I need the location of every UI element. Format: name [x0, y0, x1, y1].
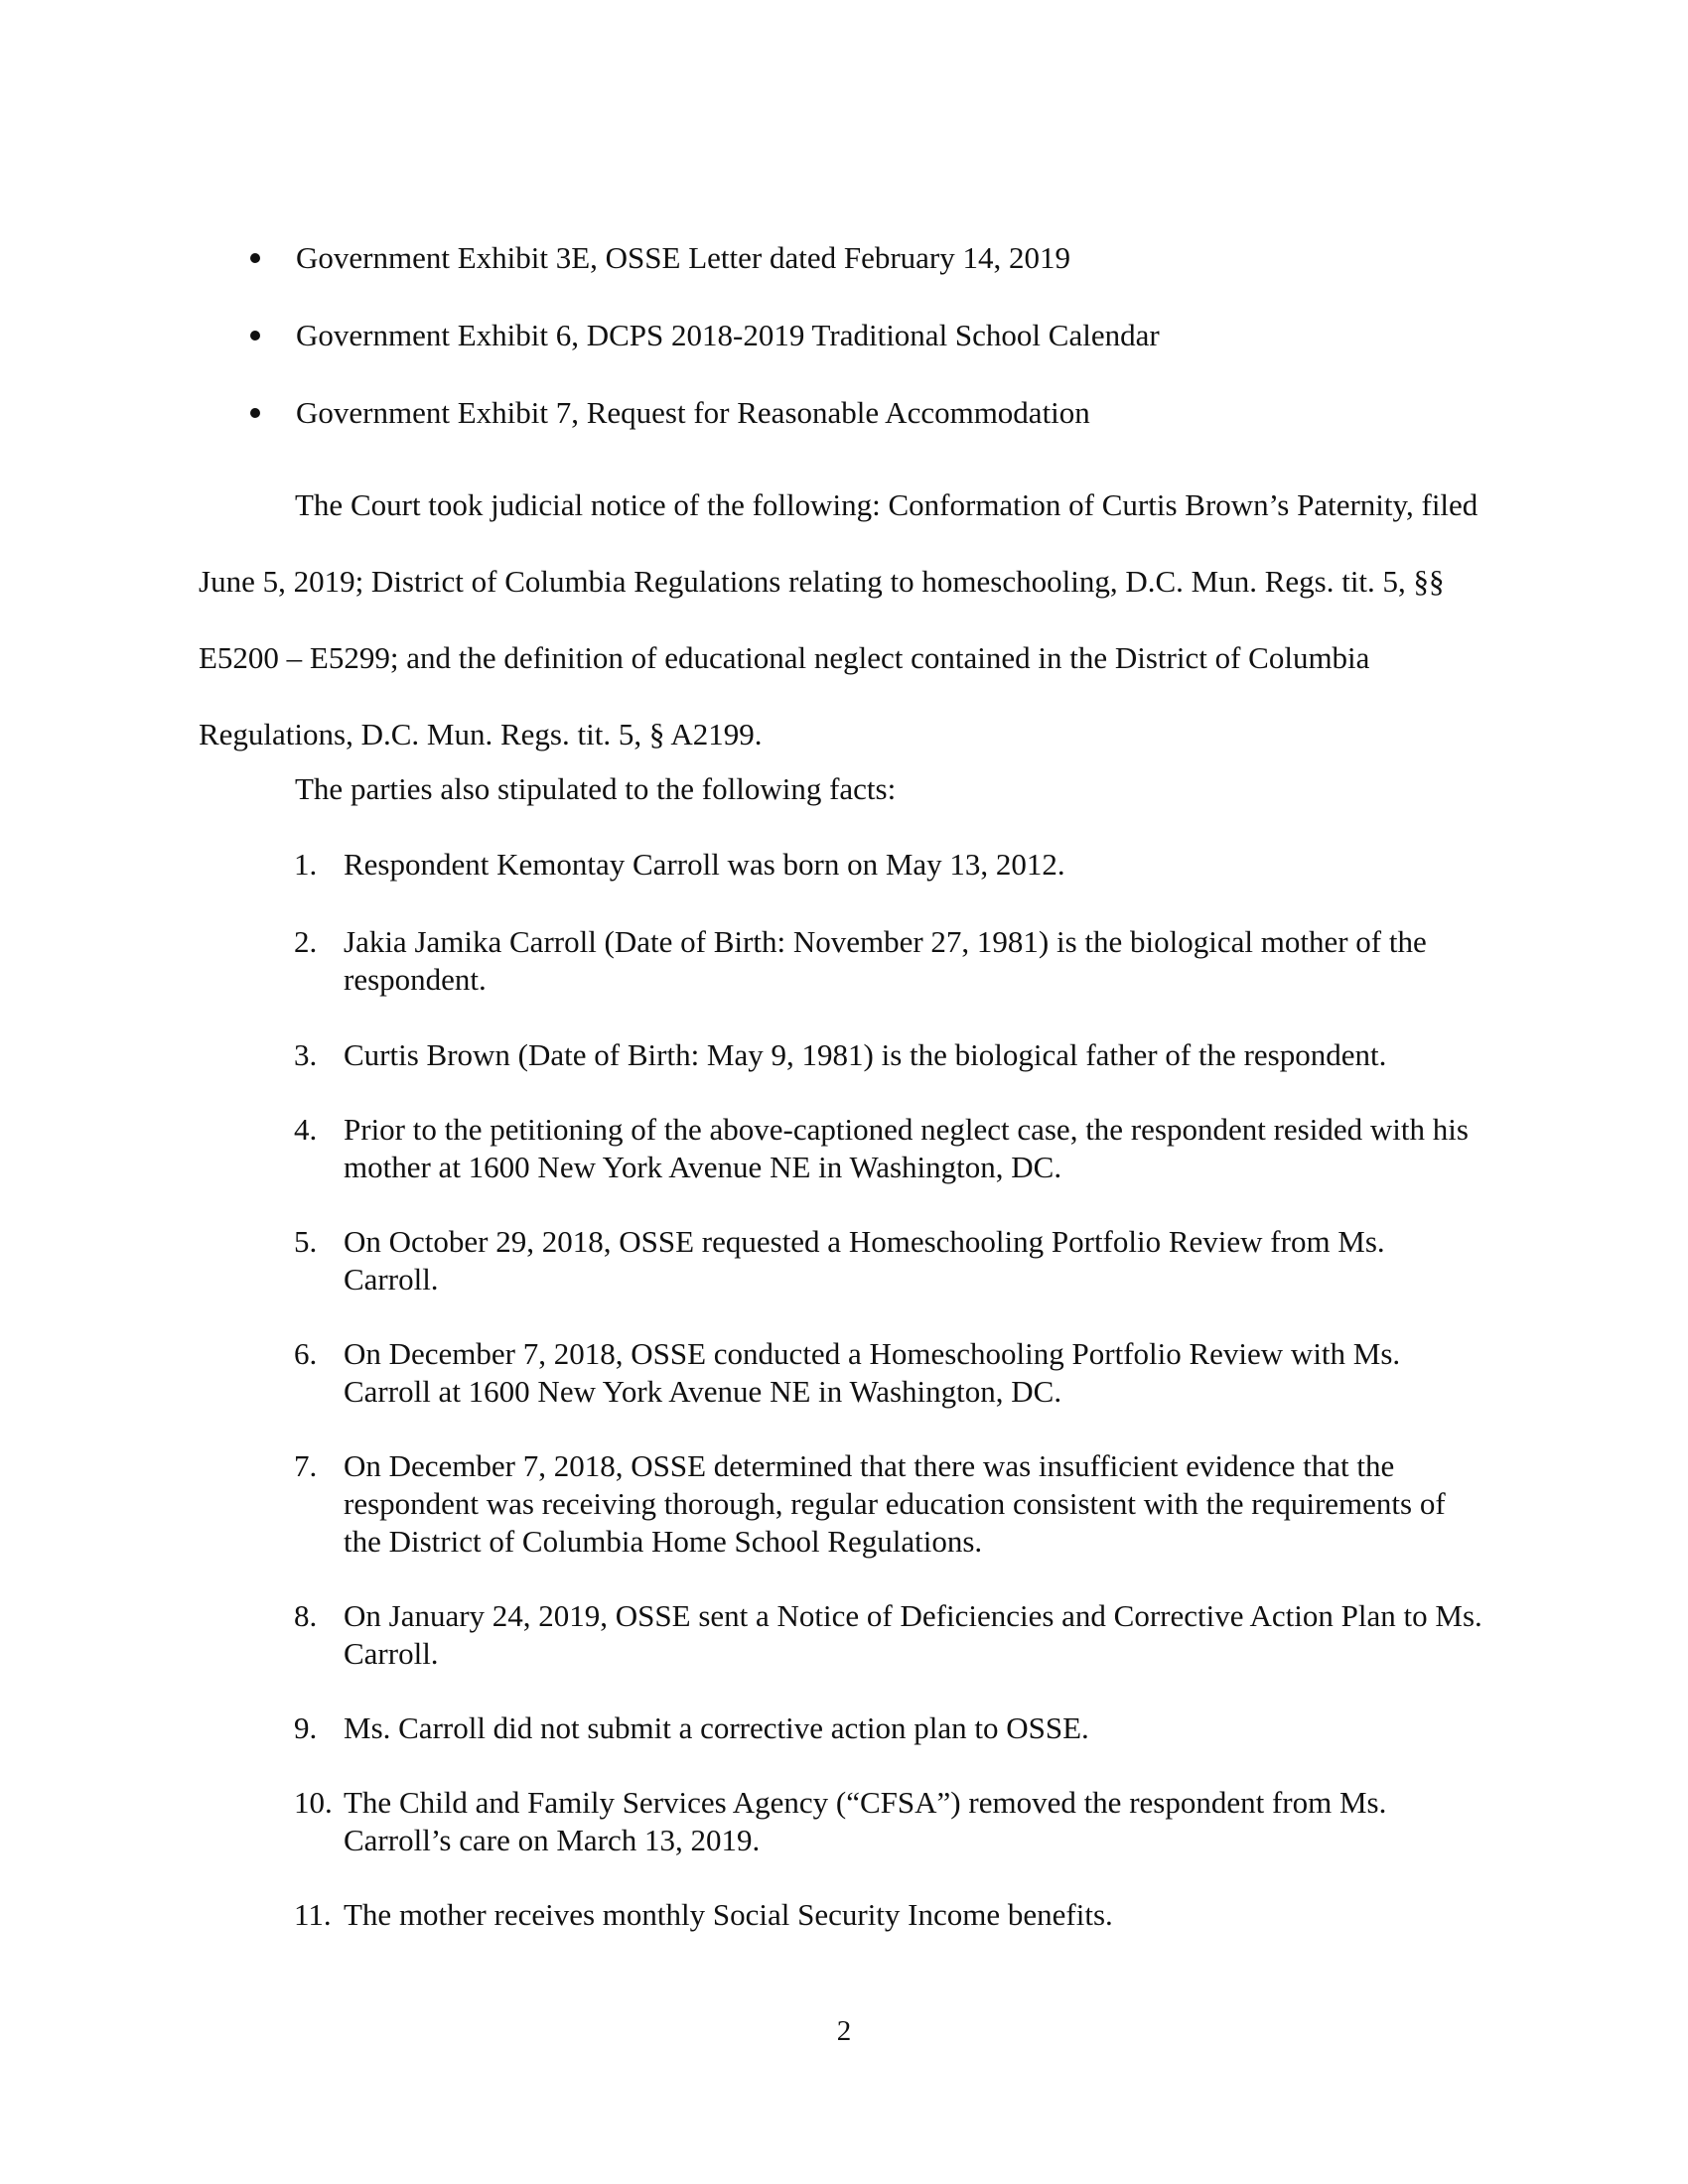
- fact-text: Respondent Kemontay Carroll was born on May 13, 2012.: [344, 847, 1065, 882]
- fact-number: 6.: [294, 1336, 318, 1371]
- exhibit-item: [246, 238, 1160, 316]
- page-number: 2: [836, 2015, 852, 2047]
- exhibit-item: [246, 316, 1160, 393]
- fact-number: 8.: [294, 1598, 318, 1633]
- fact-number: 7.: [294, 1448, 318, 1483]
- bullet-icon: [250, 253, 260, 263]
- fact-item: [294, 846, 1485, 884]
- exhibit-list: [246, 238, 1160, 471]
- fact-item: [294, 1784, 1485, 1859]
- fact-item: [294, 1597, 1485, 1673]
- fact-number: 1.: [294, 847, 318, 882]
- fact-number: 10.: [294, 1785, 333, 1820]
- fact-item: [294, 1896, 1485, 1934]
- fact-number: 3.: [294, 1037, 318, 1072]
- exhibit-item: [246, 393, 1160, 471]
- bullet-icon: [250, 331, 260, 341]
- fact-number: 9.: [294, 1710, 318, 1745]
- fact-text: On December 7, 2018, OSSE determined that there was insufficient evidence that the respondent was receiving thorough, regular education consistent with the requirements of the District of Columbia Home School Regulations.: [344, 1448, 1446, 1559]
- fact-number: 2.: [294, 924, 318, 959]
- fact-item: [294, 923, 1485, 999]
- exhibit-text: Government Exhibit 3E, OSSE Letter dated February 14, 2019: [296, 240, 1071, 275]
- fact-number: 11.: [294, 1897, 332, 1932]
- judicial-notice-paragraph: The Court took judicial notice of the following: Conformation of Curtis Brown’s Paternity, filed June 5, 2019; District of Columbia Regulations relating to homeschooling, D.C. Mun. Regs. tit. 5, §§ E5200 – E5299; and the definition of educational neglect contained in the District of Columbia Regulations, D.C. Mun. Regs. tit. 5, § A2199.: [199, 487, 1478, 751]
- exhibit-text: Government Exhibit 7, Request for Reasonable Accommodation: [296, 395, 1090, 430]
- fact-text: On October 29, 2018, OSSE requested a Homeschooling Portfolio Review from Ms. Carroll.: [344, 1224, 1385, 1297]
- exhibit-text: Government Exhibit 6, DCPS 2018-2019 Traditional School Calendar: [296, 318, 1160, 352]
- fact-text: Prior to the petitioning of the above-captioned neglect case, the respondent resided with his mother at 1600 New York Avenue NE in Washington, DC.: [344, 1112, 1469, 1184]
- fact-item: [294, 1223, 1485, 1298]
- bullet-icon: [250, 408, 260, 418]
- fact-text: Curtis Brown (Date of Birth: May 9, 1981) is the biological father of the respondent.: [344, 1037, 1387, 1072]
- fact-text: On January 24, 2019, OSSE sent a Notice of Deficiencies and Corrective Action Plan to Ms. Carroll.: [344, 1598, 1482, 1671]
- fact-number: 4.: [294, 1112, 318, 1147]
- fact-number: 5.: [294, 1224, 318, 1259]
- fact-item: [294, 1335, 1485, 1411]
- fact-text: The mother receives monthly Social Security Income benefits.: [344, 1897, 1113, 1932]
- fact-item: [294, 1036, 1485, 1074]
- fact-text: Ms. Carroll did not submit a corrective action plan to OSSE.: [344, 1710, 1089, 1745]
- stipulated-intro: The parties also stipulated to the following facts:: [295, 771, 897, 806]
- fact-item: [294, 1447, 1485, 1561]
- fact-item: [294, 1111, 1485, 1186]
- fact-text: The Child and Family Services Agency (“CFSA”) removed the respondent from Ms. Carroll’s care on March 13, 2019.: [344, 1785, 1387, 1857]
- fact-item: [294, 1709, 1485, 1747]
- fact-text: Jakia Jamika Carroll (Date of Birth: November 27, 1981) is the biological mother of the respondent.: [344, 924, 1427, 997]
- stipulated-facts-list: [294, 846, 1485, 1934]
- fact-text: On December 7, 2018, OSSE conducted a Homeschooling Portfolio Review with Ms. Carroll at 1600 New York Avenue NE in Washington, DC.: [344, 1336, 1401, 1409]
